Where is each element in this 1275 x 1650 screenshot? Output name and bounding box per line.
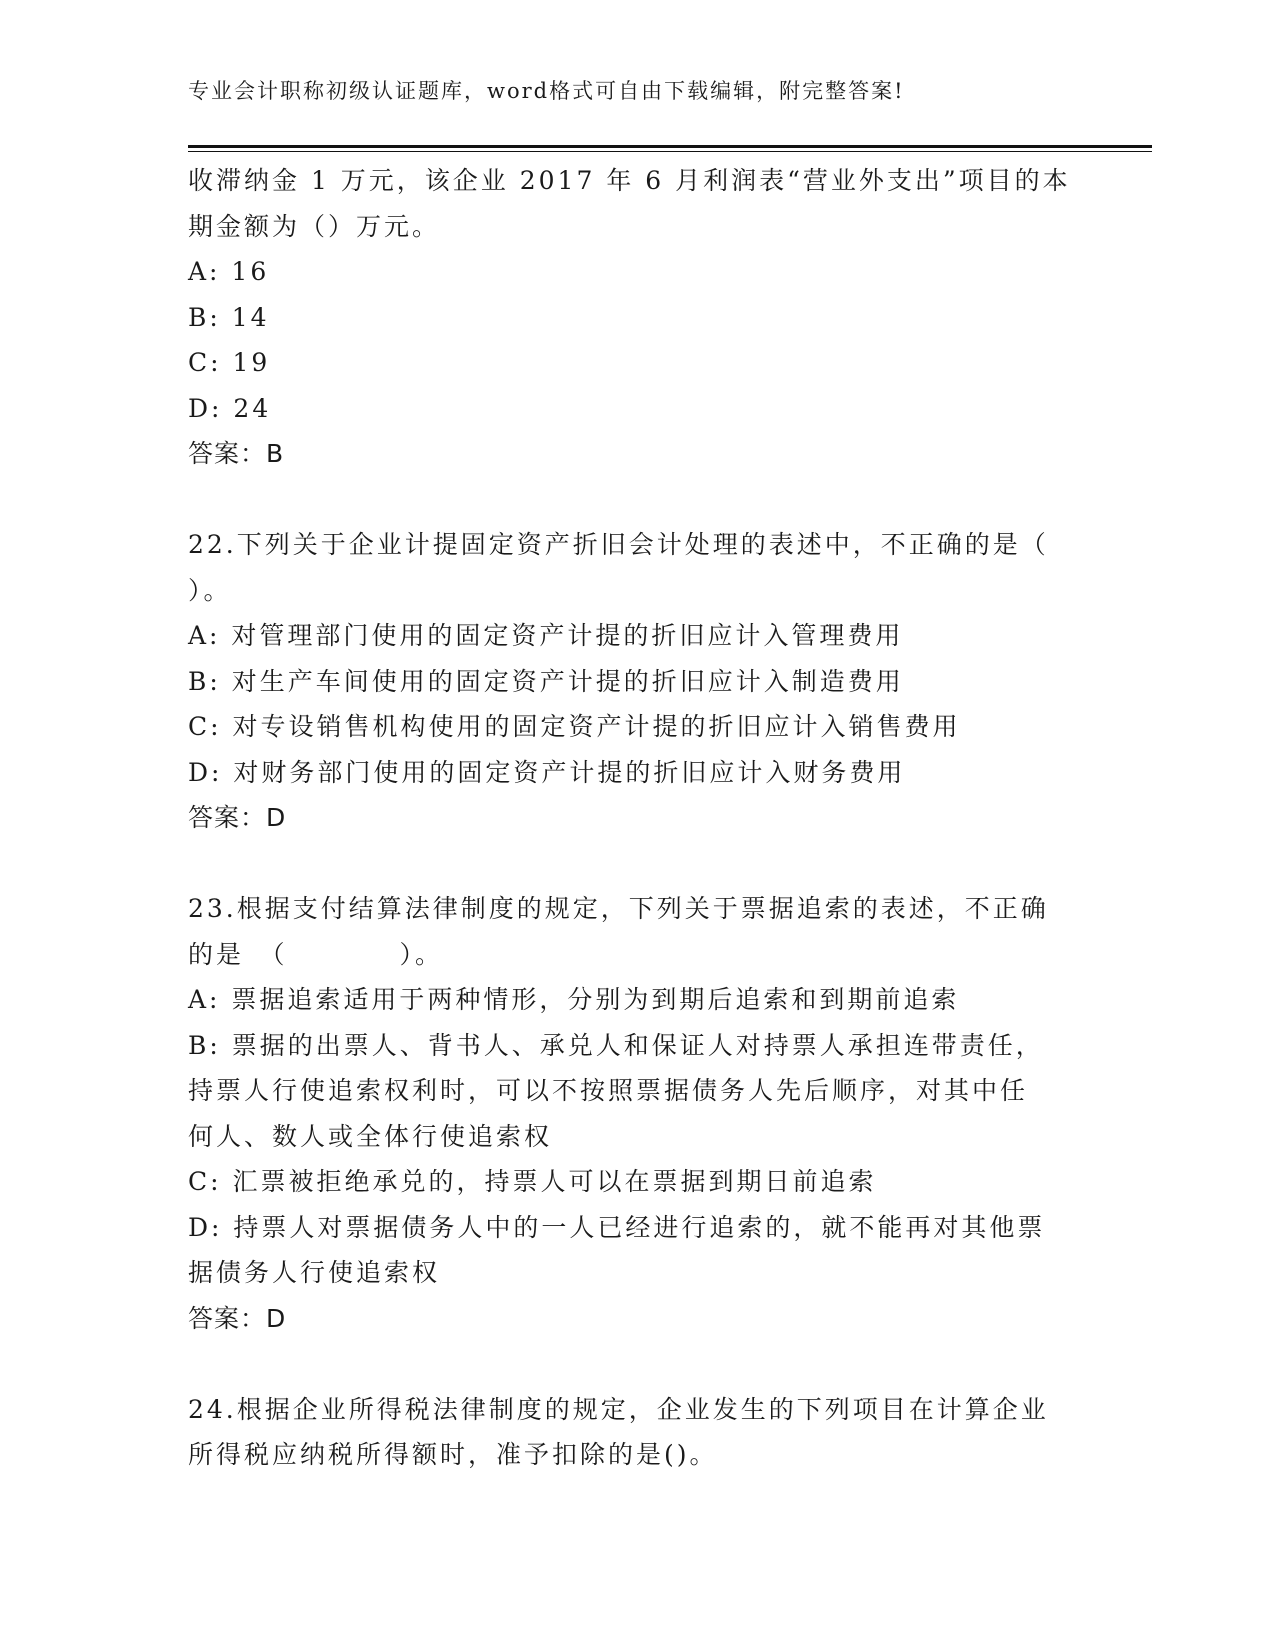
option-d-continued: 据债务人行使追索权 bbox=[188, 1258, 441, 1287]
option-b-continued: 何人、数人或全体行使追索权 bbox=[188, 1121, 553, 1151]
option-a: A: 票据追索适用于两种情形，分别为到期后追索和到期前追索 bbox=[188, 985, 960, 1014]
spacer bbox=[188, 1341, 1088, 1387]
option-a: A: 对管理部门使用的固定资产计提的折旧应计入管理费用 bbox=[188, 621, 904, 650]
question-stem-line: 收滞纳金 1 万元，该企业 2017 年 6 月利润表“营业外支出”项目的本 bbox=[188, 166, 1071, 195]
option-c: C: 对专设销售机构使用的固定资产计提的折旧应计入销售费用 bbox=[188, 712, 961, 741]
spacer bbox=[188, 477, 1088, 523]
page-header: 专业会计职称初级认证题库，word格式可自由下载编辑，附完整答案! bbox=[188, 79, 905, 103]
spacer bbox=[188, 841, 1088, 887]
question-block bbox=[188, 158, 1088, 477]
question-stem-line: ）。 bbox=[188, 575, 232, 605]
option-d: D: 24 bbox=[188, 393, 272, 423]
question-block bbox=[188, 522, 1088, 841]
question-stem-line: 24.根据企业所得税法律制度的规定，企业发生的下列项目在计算企业 bbox=[188, 1394, 1049, 1424]
question-block bbox=[188, 1387, 1088, 1478]
header-rule-thick bbox=[188, 145, 1152, 148]
option-d: D: 持票人对票据债务人中的一人已经进行追索的，就不能再对其他票 bbox=[188, 1212, 1046, 1242]
answer-line: 答案：D bbox=[188, 803, 287, 832]
option-a: A: 16 bbox=[188, 257, 270, 286]
question-stem-line: 所得税应纳税所得额时，准予扣除的是()。 bbox=[188, 1440, 718, 1469]
option-b: B: 票据的出票人、背书人、承兑人和保证人对持票人承担连带责任， bbox=[188, 1030, 1044, 1060]
option-b: B: 14 bbox=[188, 302, 270, 332]
question-block bbox=[188, 886, 1088, 1341]
option-b-continued: 持票人行使追索权利时，可以不按照票据债务人先后顺序，对其中任 bbox=[188, 1076, 1029, 1105]
header-rule-thin bbox=[188, 151, 1152, 152]
question-stem-line: 期金额为（）万元。 bbox=[188, 211, 441, 241]
option-c: C: 汇票被拒绝承兑的，持票人可以在票据到期日前追索 bbox=[188, 1167, 877, 1196]
question-stem-line: 的是 （ ）。 bbox=[188, 939, 444, 969]
answer-line: 答案：B bbox=[188, 439, 285, 468]
option-b: B: 对生产车间使用的固定资产计提的折旧应计入制造费用 bbox=[188, 666, 904, 696]
answer-line: 答案：D bbox=[188, 1303, 287, 1333]
question-stem-line: 23.根据支付结算法律制度的规定，下列关于票据追索的表述，不正确 bbox=[188, 894, 1049, 923]
option-c: C: 19 bbox=[188, 348, 271, 377]
option-d: D: 对财务部门使用的固定资产计提的折旧应计入财务费用 bbox=[188, 757, 906, 787]
question-stem-line: 22.下列关于企业计提固定资产折旧会计处理的表述中，不正确的是（ bbox=[188, 530, 1049, 559]
question-list bbox=[188, 158, 1088, 1478]
